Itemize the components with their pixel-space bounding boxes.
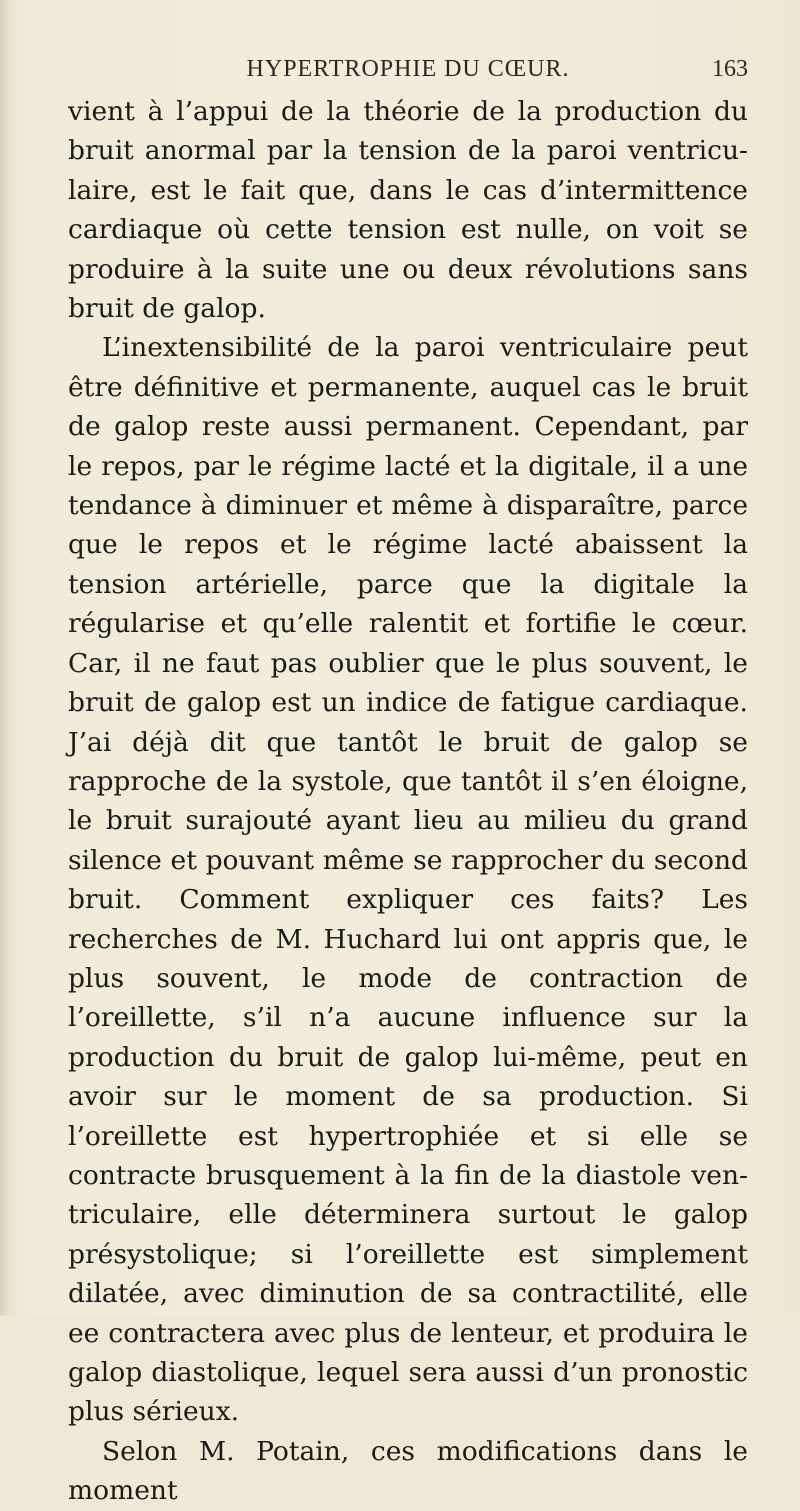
page-gutter-shadow xyxy=(0,0,10,1315)
page-number: 163 xyxy=(712,56,748,82)
paragraph-continued: vient à l’appui de la théorie de la production du bruit anormal par la tension de la paroi ventriculaire, est le fait que, dans le cas d’intermittence cardiaque où cette tension est nulle, on voit se produire à la suite une ou deux révolutions sans bruit de galop. xyxy=(68,96,748,325)
running-head xyxy=(68,0,748,92)
body-text xyxy=(68,92,748,1511)
paragraph-inextensibility: L’inextensibilité de la paroi ventriculaire peut être définitive et permanente, auquel cas le bruit de galop reste aussi permanent. Cependant, par le repos, par le régime lacté et la digitale, il a une tendance à diminuer et même à disparaître, parce que le repos et le régime lacté abaissent la tension artérielle, parce que la digitale la régularise et qu’elle ralentit et fortifie le cœur. Car, il ne faut pas oublier que le plus souvent, le bruit de galop est un indice de fatigue cardiaque. J’ai déjà dit que tantôt le bruit de galop se rapproche de la systole, que tantôt il s’en éloigne, le bruit surajouté ayant lieu au milieu du grand silence et pouvant même se rapprocher du second bruit. Comment expliquer ces faits? Les recherches de M. Huchard lui ont appris que, le plus souvent, le mode de contraction de l’oreillette, s’il n’a aucune influence sur la production du bruit de galop lui-même, peut en avoir sur le moment de sa production. Si l’oreillette est hypertrophiée et si elle se contracte brusquement à la fin de la diastole ventriculaire, elle déterminera surtout le galop présystolique; si l’oreillette est simplement dilatée, avec diminution de sa contractilité, elle ee contractera avec plus de lenteur, et produira le galop diastolique, lequel sera aussi d’un pronostic plus sérieux. xyxy=(68,332,748,1428)
paragraph-potain: Selon M. Potain, ces modifications dans le moment xyxy=(68,1435,748,1507)
running-title: HYPERTROPHIE DU CŒUR. xyxy=(246,56,570,82)
